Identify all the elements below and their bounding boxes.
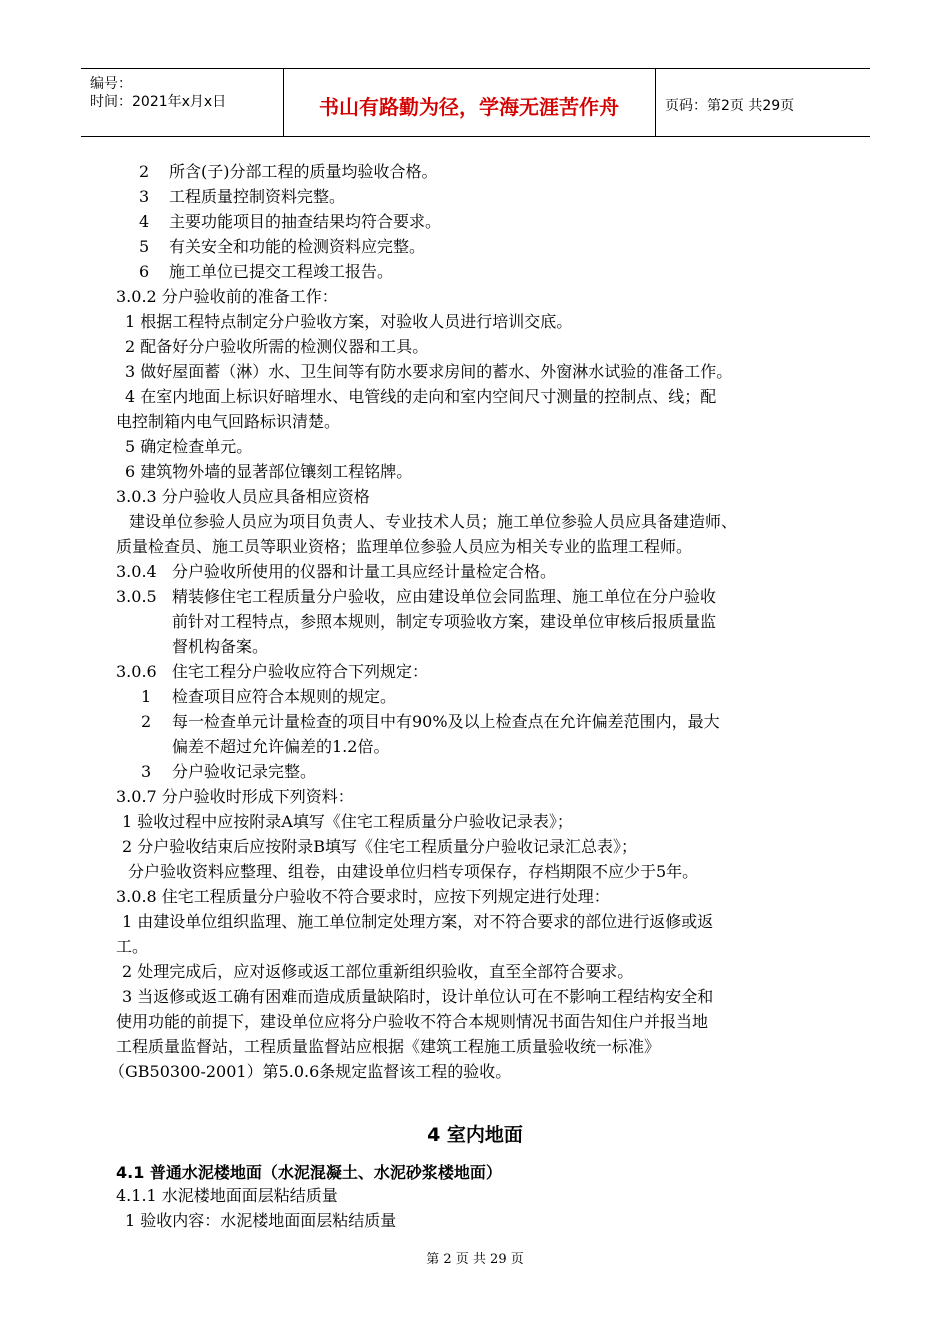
doc-date-label: 时间：2021年x月x日 bbox=[90, 94, 227, 110]
header-motto-cell bbox=[283, 69, 656, 136]
list-item: 1 验收内容：水泥楼地面面层粘结质量 bbox=[125, 1211, 397, 1230]
list-item: 5 确定检查单元。 bbox=[125, 437, 253, 456]
section-title-4-1: 4.1 普通水泥楼地面（水泥混凝土、水泥砂浆楼地面） bbox=[116, 1163, 502, 1182]
header-page-info: 页码：第2页 共29页 bbox=[665, 98, 795, 114]
list-item: 3 工程质量控制资料完整。 bbox=[139, 187, 346, 206]
section-heading-307: 3.0.7 分户验收时形成下列资料： bbox=[116, 787, 354, 806]
list-item: 2 每一检查单元计量检查的项目中有90%及以上检查点在允许偏差范围内，最大 bbox=[141, 712, 720, 731]
list-item-continuation: 工。 bbox=[116, 937, 149, 956]
paragraph-line: 前针对工程特点，参照本规则，制定专项验收方案，建设单位审核后报质量监 bbox=[172, 612, 717, 631]
list-item: 2 处理完成后，应对返修或返工部位重新组织验收，直至全部符合要求。 bbox=[122, 962, 634, 981]
section-heading-308: 3.0.8 住宅工程质量分户验收不符合要求时，应按下列规定进行处理： bbox=[116, 887, 610, 906]
list-item: 2 配备好分户验收所需的检测仪器和工具。 bbox=[125, 337, 429, 356]
list-item: 4 在室内地面上标识好暗埋水、电管线的走向和室内空间尺寸测量的控制点、线；配 bbox=[125, 387, 717, 406]
list-item: 1 检查项目应符合本规则的规定。 bbox=[141, 687, 397, 706]
list-item: 3 做好屋面蓄（淋）水、卫生间等有防水要求房间的蓄水、外窗淋水试验的准备工作。 bbox=[125, 362, 733, 381]
section-heading-411: 4.1.1 水泥楼地面面层粘结质量 bbox=[116, 1186, 338, 1205]
section-heading-302: 3.0.2 分户验收前的准备工作： bbox=[116, 287, 338, 306]
list-item: 2 所含(子)分部工程的质量均验收合格。 bbox=[139, 162, 438, 181]
section-305: 3.0.5 精装修住宅工程质量分户验收，应由建设单位会同监理、施工单位在分户验收 bbox=[116, 587, 717, 606]
list-item: 1 验收过程中应按附录A填写《住宅工程质量分户验收记录表》； bbox=[122, 812, 573, 831]
list-item-continuation: 偏差不超过允许偏差的1.2倍。 bbox=[172, 737, 390, 756]
header-page-cell bbox=[656, 69, 870, 136]
paragraph-line: 督机构备案。 bbox=[172, 637, 269, 656]
list-item: 5 有关安全和功能的检测资料应完整。 bbox=[139, 237, 426, 256]
list-item-continuation: 使用功能的前提下，建设单位应将分户验收不符合本规则情况书面告知住户并报当地 bbox=[116, 1012, 709, 1031]
section-304: 3.0.4 分户验收所使用的仪器和计量工具应经计量检定合格。 bbox=[116, 562, 557, 581]
paragraph-line: 分户验收资料应整理、组卷，由建设单位归档专项保存，存档期限不应少于5年。 bbox=[128, 862, 699, 881]
list-item-continuation: 工程质量监督站，工程质量监督站应根据《建筑工程施工质量验收统一标准》 bbox=[116, 1037, 661, 1056]
page-header bbox=[81, 68, 870, 137]
list-item-continuation: （GB50300-2001）第5.0.6条规定监督该工程的验收。 bbox=[109, 1062, 512, 1081]
section-heading-303: 3.0.3 分户验收人员应具备相应资格 bbox=[116, 487, 370, 506]
paragraph-line: 质量检查员、施工员等职业资格；监理单位参验人员应为相关专业的监理工程师。 bbox=[116, 537, 693, 556]
header-meta-cell bbox=[81, 69, 284, 136]
list-item: 3 当返修或返工确有困难而造成质量缺陷时，设计单位认可在不影响工程结构安全和 bbox=[122, 987, 714, 1006]
page-footer: 第 2 页 共 29 页 bbox=[426, 1252, 524, 1267]
list-item-continuation: 电控制箱内电气回路标识清楚。 bbox=[116, 412, 341, 431]
list-item: 6 施工单位已提交工程竣工报告。 bbox=[139, 262, 394, 281]
header-motto: 书山有路勤为径，学海无涯苦作舟 bbox=[319, 95, 619, 119]
list-item: 4 主要功能项目的抽查结果均符合要求。 bbox=[139, 212, 442, 231]
chapter-title: 4 室内地面 bbox=[427, 1124, 523, 1146]
list-item: 2 分户验收结束后应按附录B填写《住宅工程质量分户验收记录汇总表》； bbox=[122, 837, 638, 856]
doc-code-label: 编号： bbox=[90, 76, 132, 92]
paragraph-line: 建设单位参验人员应为项目负责人、专业技术人员；施工单位参验人员应具备建造师、 bbox=[129, 512, 738, 531]
list-item: 1 由建设单位组织监理、施工单位制定处理方案，对不符合要求的部位进行返修或返 bbox=[122, 912, 714, 931]
list-item: 6 建筑物外墙的显著部位镶刻工程铭牌。 bbox=[125, 462, 413, 481]
list-item: 3 分户验收记录完整。 bbox=[141, 762, 317, 781]
section-306: 3.0.6 住宅工程分户验收应符合下列规定： bbox=[116, 662, 429, 681]
list-item: 1 根据工程特点制定分户验收方案，对验收人员进行培训交底。 bbox=[125, 312, 573, 331]
